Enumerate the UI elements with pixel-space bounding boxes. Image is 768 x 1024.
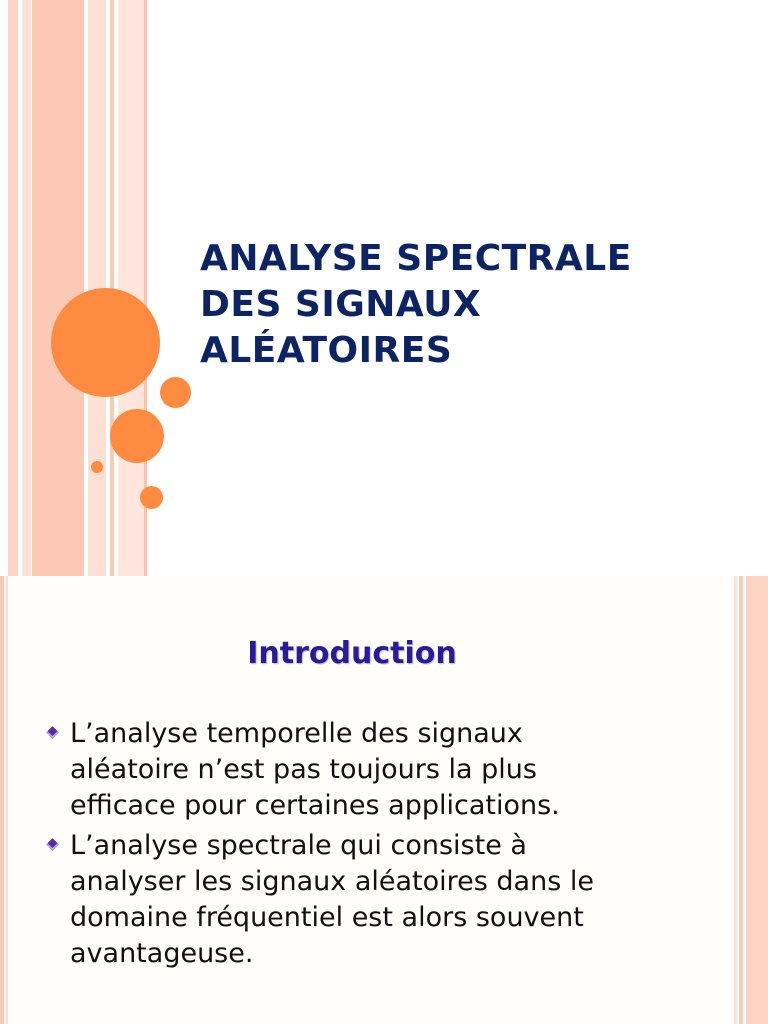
slide-title: [200, 236, 740, 374]
bullet-line: aléatoire n’est pas toujours la plus: [70, 754, 537, 785]
decorative-stripe: [22, 0, 31, 576]
bullet-line: domaine fréquentiel est alors souvent: [70, 902, 584, 933]
bullet-item: [44, 828, 684, 972]
title-line: DES SIGNAUX: [200, 284, 482, 325]
bullet-item: [44, 716, 684, 824]
bullet-line: efficace pour certaines applications.: [70, 790, 560, 821]
decorative-circle-small: [140, 486, 163, 509]
bullet-line: avantageuse.: [70, 938, 254, 969]
decorative-circle-medium: [110, 409, 164, 463]
bullet-line: L’analyse spectrale qui consiste à: [70, 830, 527, 861]
slide-heading: Introduction: [247, 636, 457, 671]
title-line: ANALYSE SPECTRALE: [200, 238, 632, 279]
decorative-stripe: [734, 576, 737, 1024]
bullet-line: analyser les signaux aléatoires dans le: [70, 866, 594, 897]
bullet-line: L’analyse temporelle des signaux: [70, 718, 523, 749]
decorative-circle-large: [51, 288, 160, 397]
decorative-stripe: [32, 0, 84, 576]
diamond-bullet-icon: [46, 838, 59, 851]
bullet-list: [44, 716, 684, 976]
title-line: ALÉATOIRES: [200, 330, 453, 371]
diamond-bullet-icon: [46, 726, 59, 739]
decorative-circle-tiny: [91, 461, 103, 473]
decorative-circle-small: [160, 377, 191, 408]
decorative-stripe: [118, 0, 144, 576]
introduction-slide: [0, 576, 768, 1024]
decorative-stripe: [8, 0, 18, 576]
decorative-stripe: [746, 576, 768, 1024]
decorative-stripe: [739, 576, 743, 1024]
